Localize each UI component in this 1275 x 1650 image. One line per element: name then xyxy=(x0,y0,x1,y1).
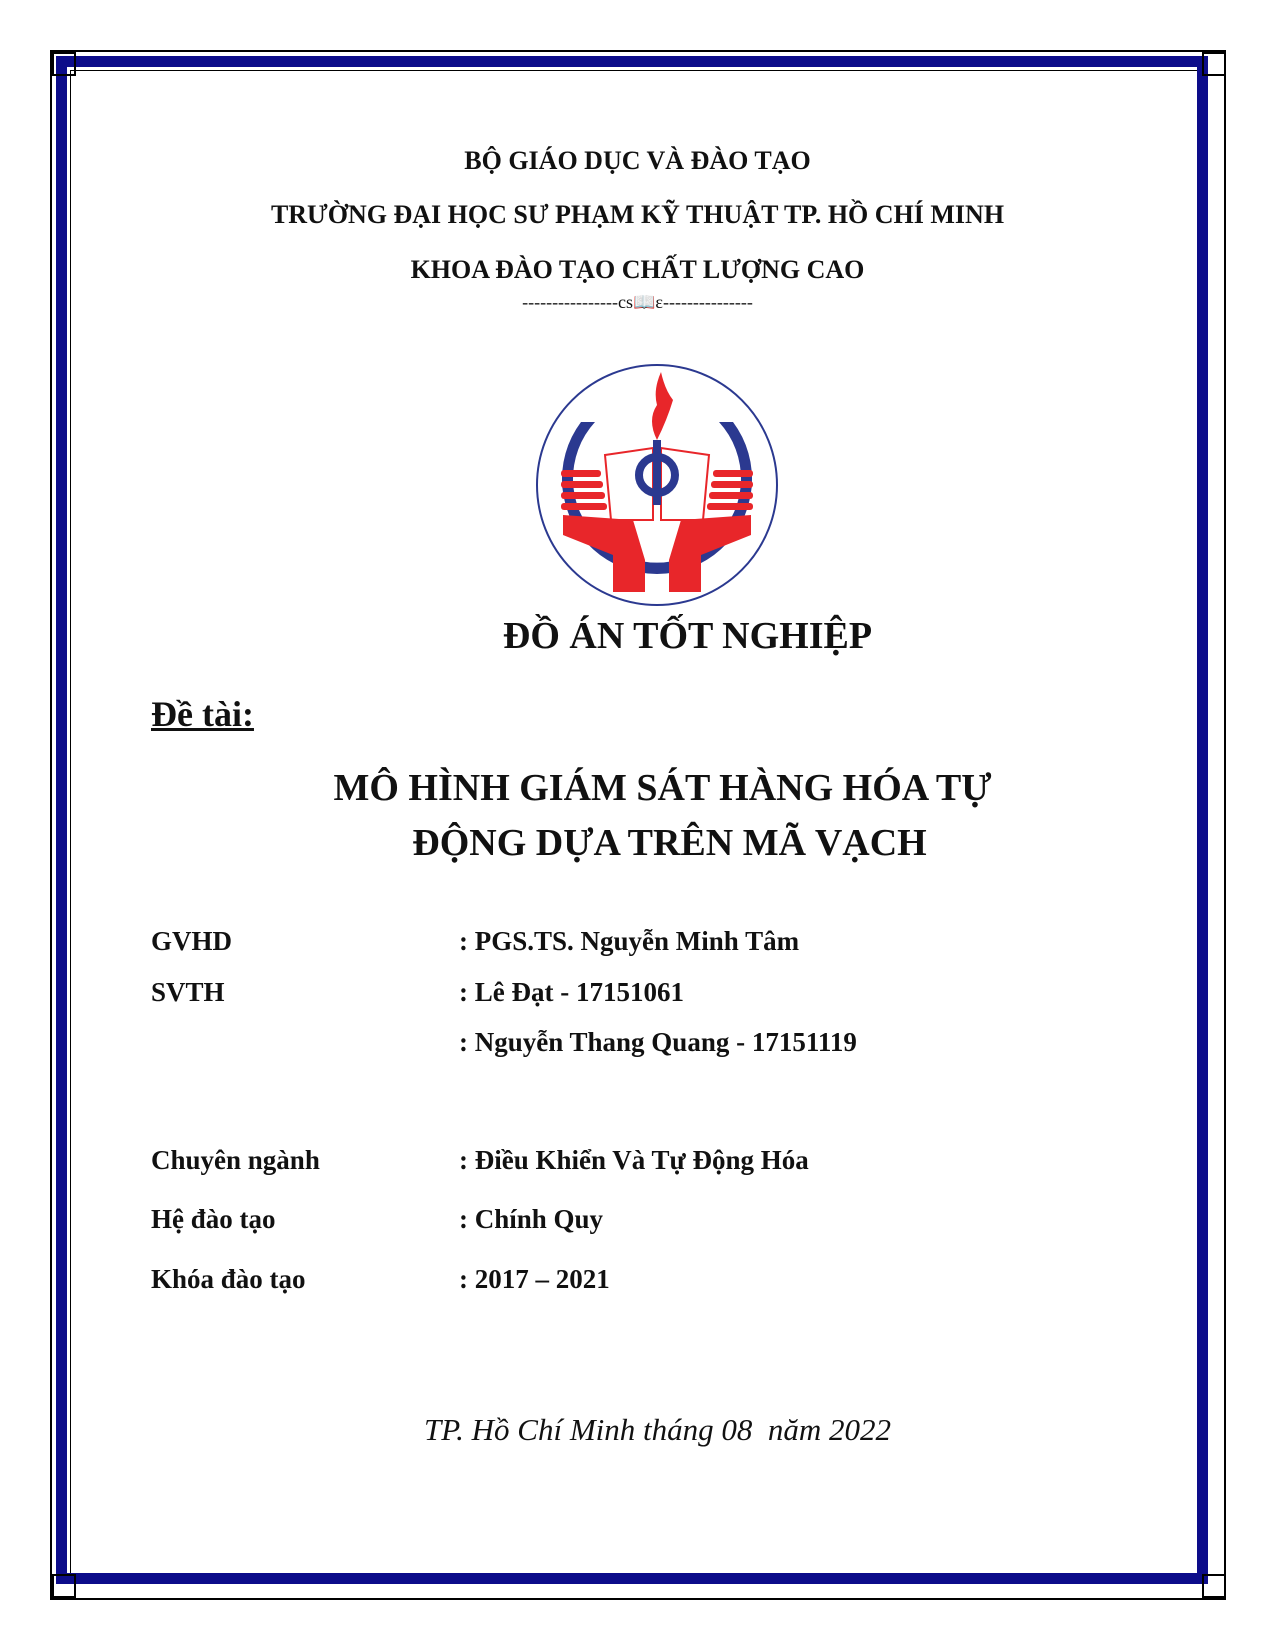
info-value: : Lê Đạt - 17151061 xyxy=(459,977,684,1007)
document-type-title: ĐỒ ÁN TỐT NGHIỆP xyxy=(502,615,873,657)
info-value: : 2017 – 2021 xyxy=(459,1264,610,1294)
footer-date: TP. Hồ Chí Minh tháng 08 năm 2022 xyxy=(423,1412,892,1447)
info-label: GVHD xyxy=(151,926,232,956)
corner-ornament xyxy=(1202,1574,1226,1598)
info-value: : Chính Quy xyxy=(459,1204,604,1234)
blue-frame xyxy=(56,56,1208,1584)
corner-ornament xyxy=(52,1574,76,1598)
faculty-heading: KHOA ĐÀO TẠO CHẤT LƯỢNG CAO xyxy=(410,255,865,284)
corner-ornament xyxy=(52,52,76,76)
info-label: Hệ đào tạo xyxy=(151,1204,276,1234)
info-label: Chuyên ngành xyxy=(151,1145,320,1175)
corner-ornament xyxy=(1202,52,1226,76)
info-value: : Điều Khiển Và Tự Động Hóa xyxy=(459,1145,809,1175)
info-label: SVTH xyxy=(151,977,225,1007)
info-value: : PGS.TS. Nguyễn Minh Tâm xyxy=(459,926,800,956)
topic-label: Đề tài: xyxy=(151,694,254,734)
university-logo xyxy=(533,360,781,610)
info-label: Khóa đào tạo xyxy=(151,1264,306,1294)
university-heading: TRƯỜNG ĐẠI HỌC SƯ PHẠM KỸ THUẬT TP. HỒ CHÍ MINH xyxy=(270,200,1005,229)
ministry-heading: BỘ GIÁO DỤC VÀ ĐÀO TẠO xyxy=(464,146,811,175)
ornament-divider: ----------------cs📖ɛ--------------- xyxy=(522,292,753,312)
topic-title-line-1: MÔ HÌNH GIÁM SÁT HÀNG HÓA TỰ xyxy=(333,767,992,809)
topic-title-line-2: ĐỘNG DỰA TRÊN MÃ VẠCH xyxy=(412,822,927,864)
info-value: : Nguyễn Thang Quang - 17151119 xyxy=(459,1027,857,1057)
